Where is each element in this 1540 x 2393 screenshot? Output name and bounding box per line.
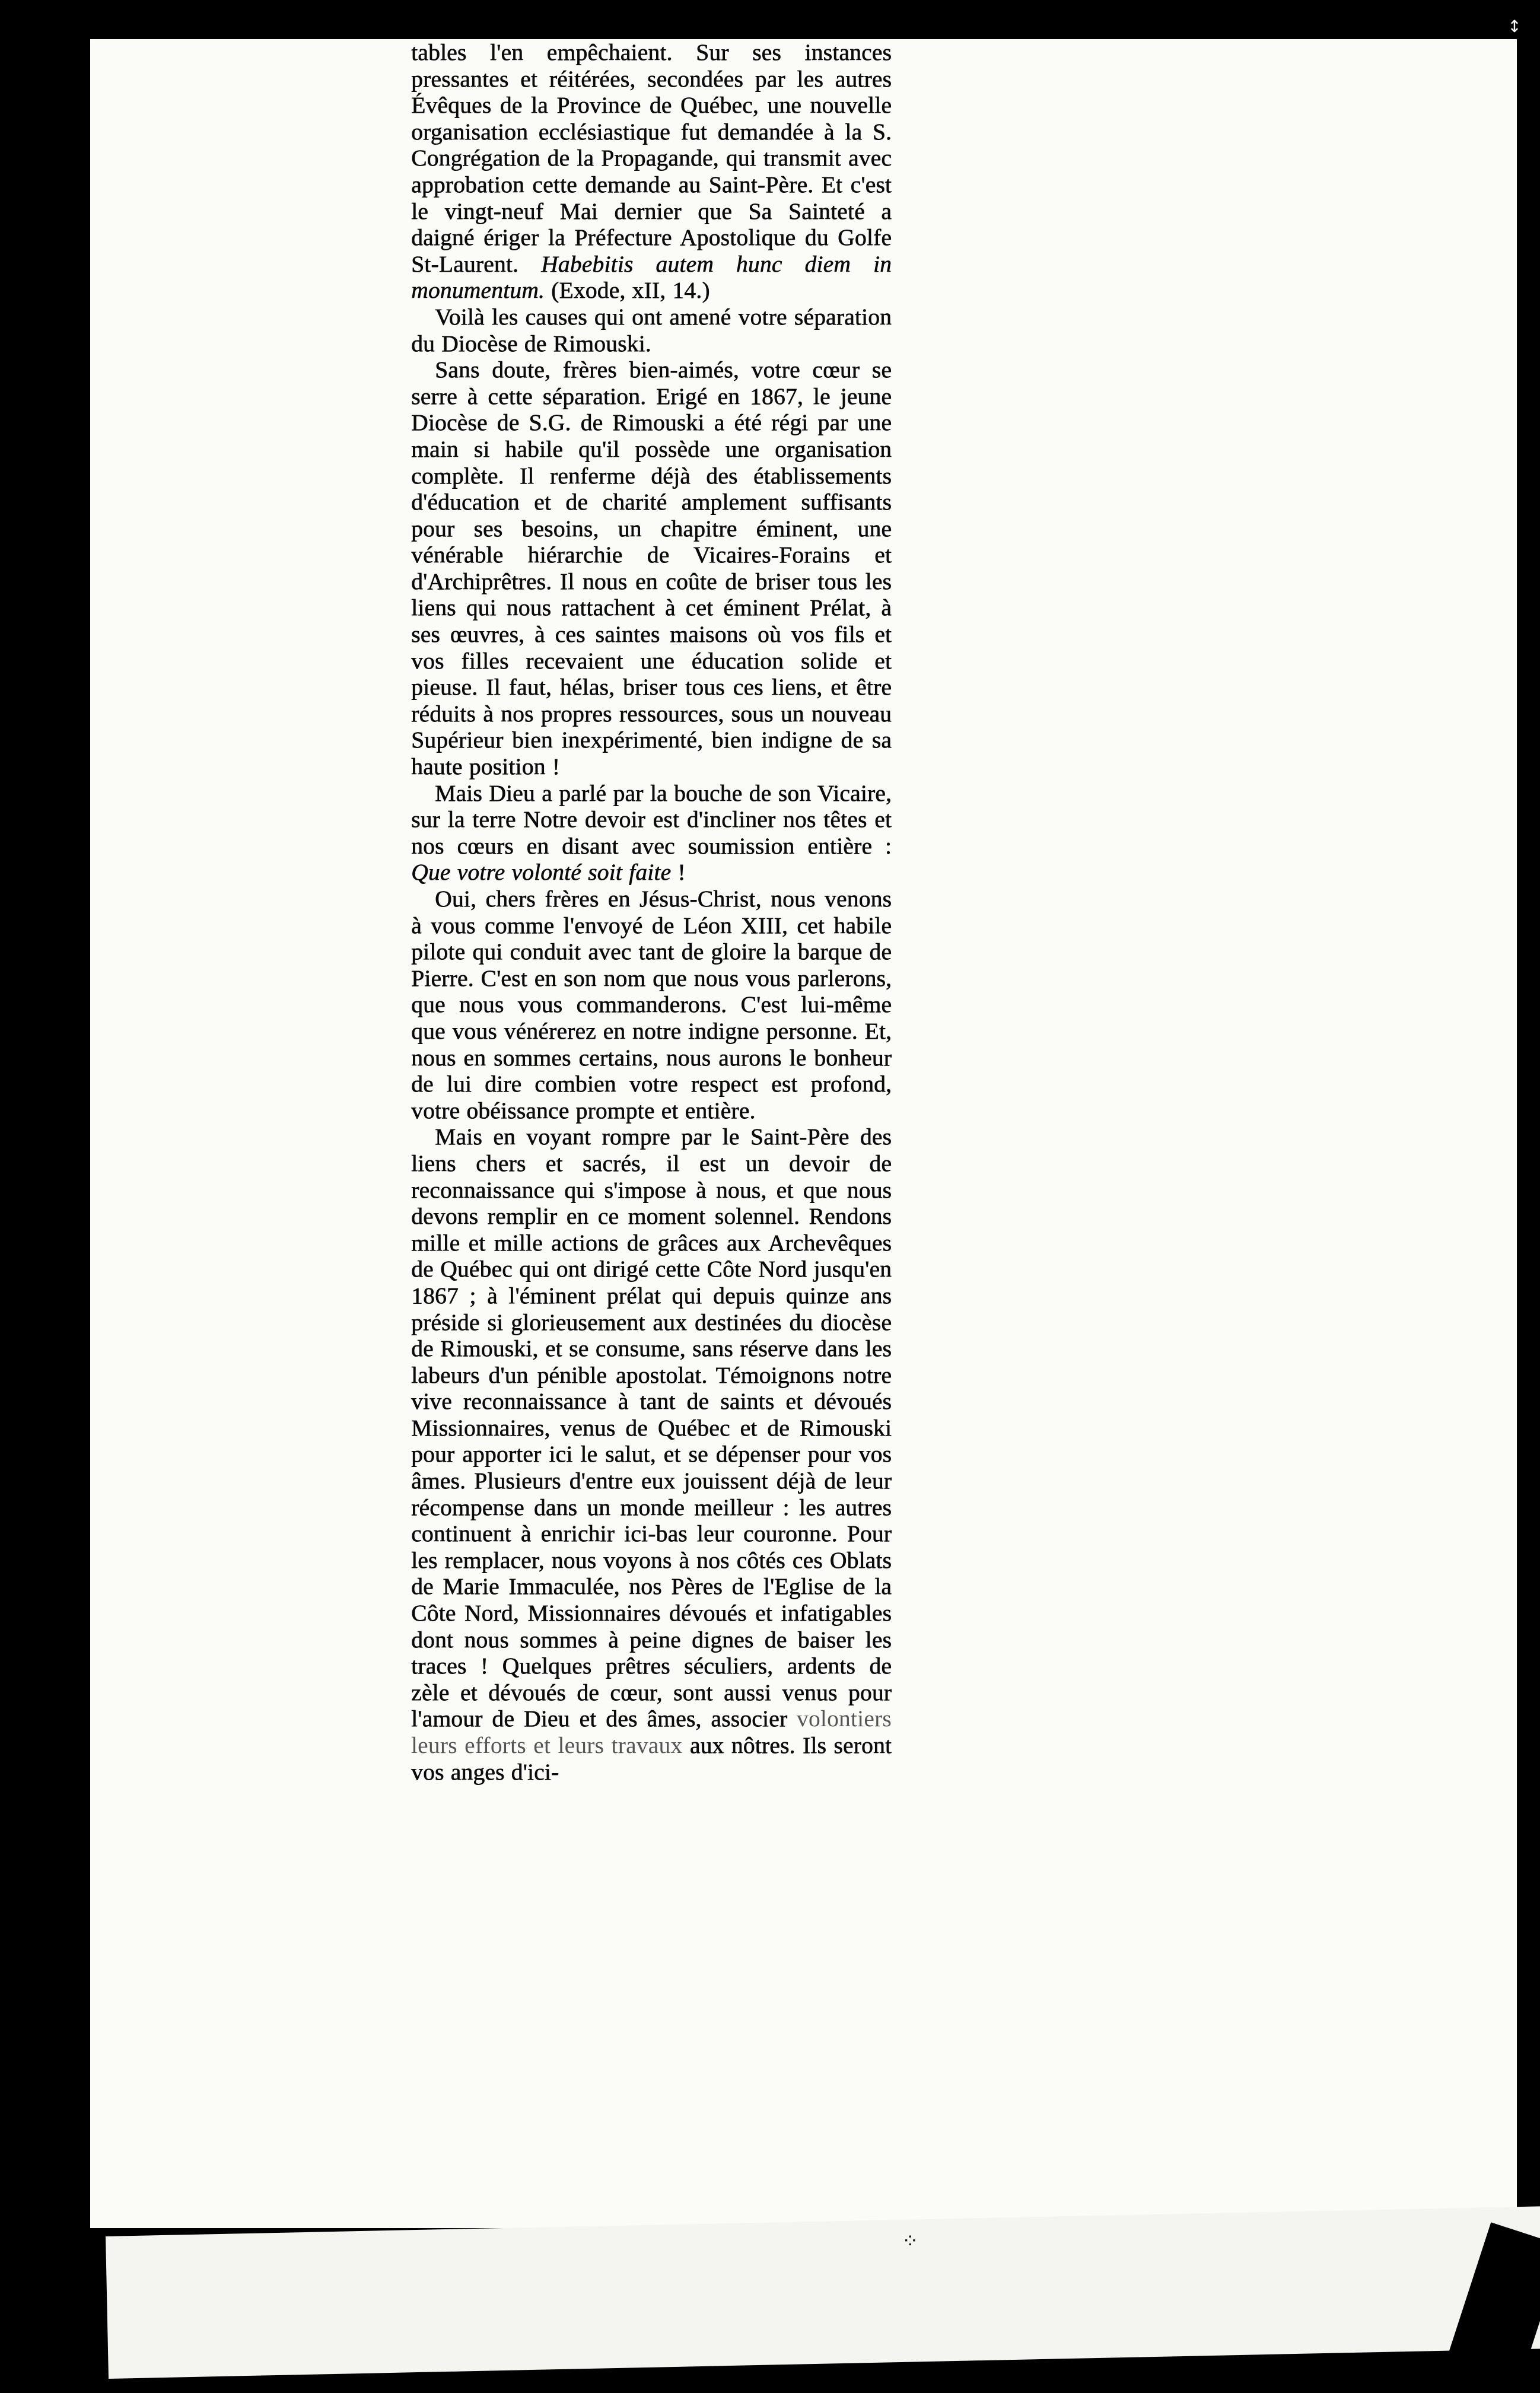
- paragraph-text: Oui, chers frères en Jésus-Christ, nous venons à vous comme l'envoyé de Léon XIII, cet habile pilote qui conduit avec tant de gloire la barque de Pierre. C'est en son nom que nous vous parlerons, que nous vous commanderons. C'est lui-même que vous vénérerez en notre indigne personne. Et, nous en sommes certains, nous aurons le bonheur de lui dire combien votre respect est profond, votre obéissance prompte et entière.: [411, 886, 892, 1124]
- paragraph-text: tables l'en empêchaient. Sur ses instances pressantes et réitérées, secondées par les autres Évêques de la Province de Québec, une nouvelle organisation ecclésiastique fut demandée à la S. Congrégation de la Propagande, qui transmit avec approbation cette demande au Saint-Père. Et c'est le vingt-neuf Mai dernier que Sa Sainteté a daigné ériger la Préfecture Apostolique du Golfe St-Laurent.: [411, 39, 892, 277]
- paragraph-text: Sans doute, frères bien-aimés, votre cœur se serre à cette séparation. Erigé en 1867, le jeune Diocèse de S.G. de Rimouski a été régi par une main si habile qu'il possède une organisation complète. Il renferme déjà des établissements d'éducation et de charité amplement suffisants pour ses besoins, un chapitre éminent, une vénérable hiérarchie de Vicaires-Forains et d'Archiprêtres. Il nous en coûte de briser tous les liens qui nous rattachent à cet éminent Prélat, à ses œuvres, à ces saintes maisons où vos fils et vos filles recevaient une éducation solide et pieuse. Il faut, hélas, briser tous ces liens, et être réduits à nos propres ressources, sous un nouveau Supérieur bien inexpérimenté, bien indigne de sa haute position !: [411, 357, 892, 780]
- article-paragraph-p2: [411, 304, 892, 357]
- article-paragraph-p6: [411, 1124, 892, 1785]
- article-paragraph-p3: [411, 357, 892, 780]
- article-paragraph-p5: [411, 886, 892, 1124]
- faded-text-line: volontiers leurs efforts et leurs travaux: [411, 1705, 892, 1758]
- paragraph-text: aux nôtres. Ils seront vos anges d'ici-: [411, 1732, 892, 1785]
- paragraph-text: Mais en voyant rompre par le Saint-Père des liens chers et sacrés, il est un devoir de reconnaissance qui s'impose à nous, et que nous devons remplir en ce moment solennel. Rendons mille et mille actions de grâces aux Archevêques de Québec qui ont dirigé cette Côte Nord jusqu'en 1867 ; à l'éminent prélat qui depuis quinze ans préside si glorieusement aux destinées du diocèse de Rimouski, et se consume, sans réserve dans les labeurs d'un pénible apostolat. Témoignons notre vive reconnaissance à tant de saints et dévoués Missionnaires, venus de Québec et de Rimouski pour apporter ici le salut, et se dépenser pour vos âmes. Plusieurs d'entre eux jouissent déjà de leur récompense dans un monde meilleur : les autres continuent à enrichir ici-bas leur couronne. Pour les remplacer, nous voyons à nos côtés ces Oblats de Marie Immaculée, nos Pères de l'Eglise de la Côte Nord, Missionnaires dévoués et infatigables dont nous sommes à peine dignes de baiser les traces ! Quelques prêtres séculiers, ardents de zèle et dévoués de cœur, sont aussi venus pour l'amour de Dieu et des âmes, associer: [411, 1124, 892, 1732]
- ink-speck: ⁘: [902, 2229, 919, 2253]
- paragraph-text: !: [671, 859, 686, 886]
- paragraph-text: Voilà les causes qui ont amené votre séparation du Diocèse de Rimouski.: [411, 303, 892, 357]
- newspaper-column: [411, 39, 892, 2104]
- scan-orientation-icon: ↕: [1507, 17, 1522, 36]
- article-paragraph-p1: [411, 39, 892, 304]
- italic-quotation: Habebitis autem hunc diem in monumentum.: [411, 250, 892, 304]
- paragraph-text: Mais Dieu a parlé par la bouche de son Vicaire, sur la terre Notre devoir est d'incliner nos têtes et nos cœurs en disant avec soumission entière :: [411, 779, 892, 859]
- italic-quotation: Que votre volonté soit faite: [411, 859, 672, 886]
- article-paragraph-p4: [411, 780, 892, 886]
- paragraph-text: (Exode, xII, 14.): [544, 277, 710, 304]
